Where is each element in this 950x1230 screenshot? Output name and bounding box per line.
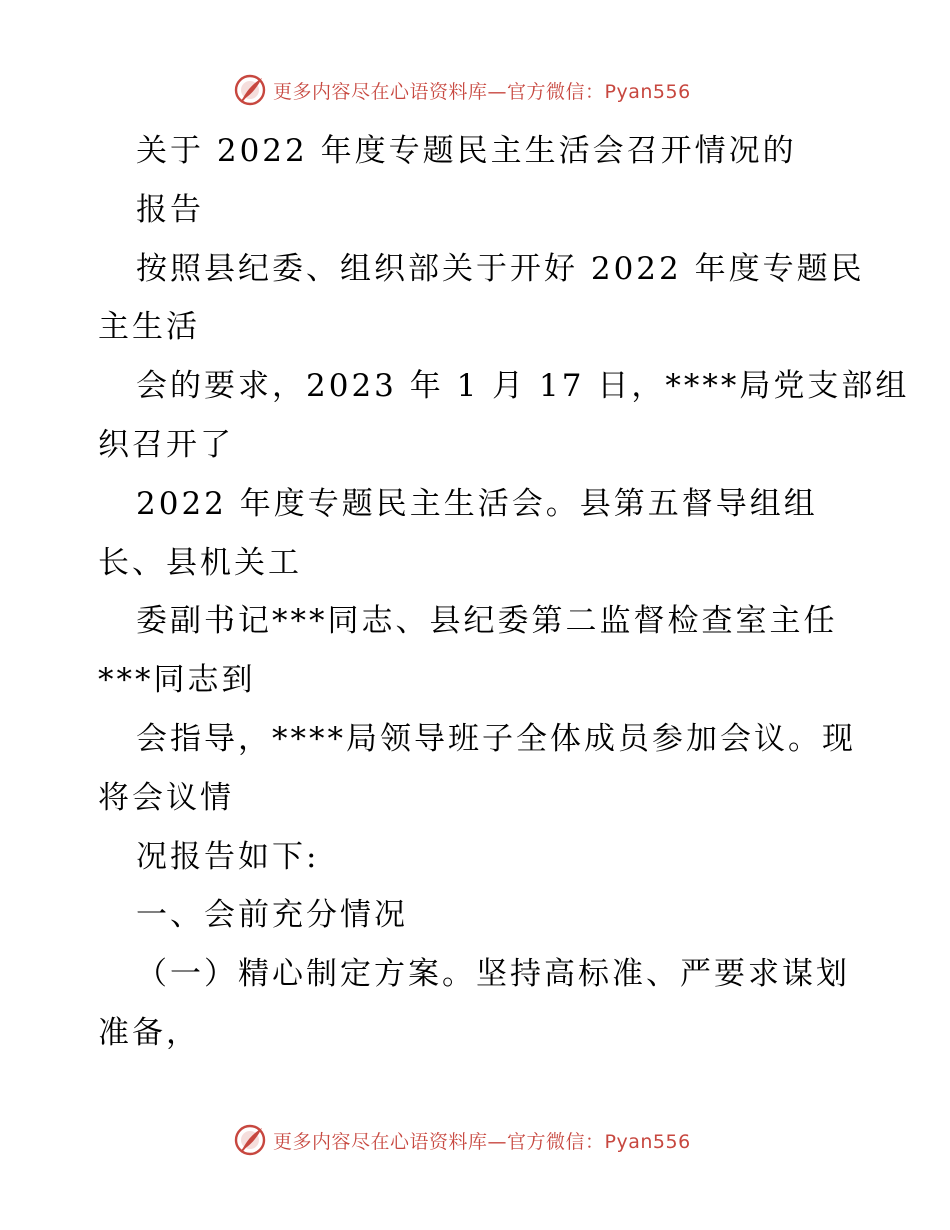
paragraph-line: 会的要求，2023 年 1 月 17 日，****局党支部组 [136, 368, 910, 405]
paragraph-line: 长、县机关工 [98, 544, 302, 581]
paragraph-line: 按照县纪委、组织部关于开好 2022 年度专题民 [136, 250, 865, 287]
document-title-line-2: 报告 [136, 191, 204, 228]
paragraph-line: 将会议情 [98, 779, 234, 816]
paragraph-line: 织召开了 [98, 426, 234, 463]
paragraph-line: 主生活 [98, 309, 200, 346]
paragraph-line: 准备， [98, 1014, 200, 1051]
paragraph-line: 况报告如下: [136, 838, 320, 875]
footer-watermark-banner [233, 1122, 691, 1158]
header-watermark-banner [233, 72, 691, 108]
footer-watermark-text: 更多内容尽在心语资料库—官方微信：Pyan556 [273, 1130, 691, 1153]
logo-quill-circle-icon [233, 73, 267, 107]
paragraph-line: 委副书记***同志、县纪委第二监督检查室主任 [136, 603, 838, 640]
logo-quill-circle-icon [233, 1123, 267, 1157]
paragraph-line: 2022 年度专题民主生活会。县第五督导组组 [136, 485, 818, 522]
document-title-line-1: 关于 2022 年度专题民主生活会召开情况的 [136, 133, 797, 169]
document-body [98, 122, 910, 1063]
subsection-line: （一）精心制定方案。坚持高标准、严要求谋划 [136, 956, 850, 993]
header-watermark-text: 更多内容尽在心语资料库—官方微信：Pyan556 [273, 80, 691, 103]
paragraph-line: 会指导，****局领导班子全体成员参加会议。现 [136, 720, 856, 757]
section-heading: 一、会前充分情况 [136, 897, 408, 934]
paragraph-line: ***同志到 [98, 662, 256, 699]
